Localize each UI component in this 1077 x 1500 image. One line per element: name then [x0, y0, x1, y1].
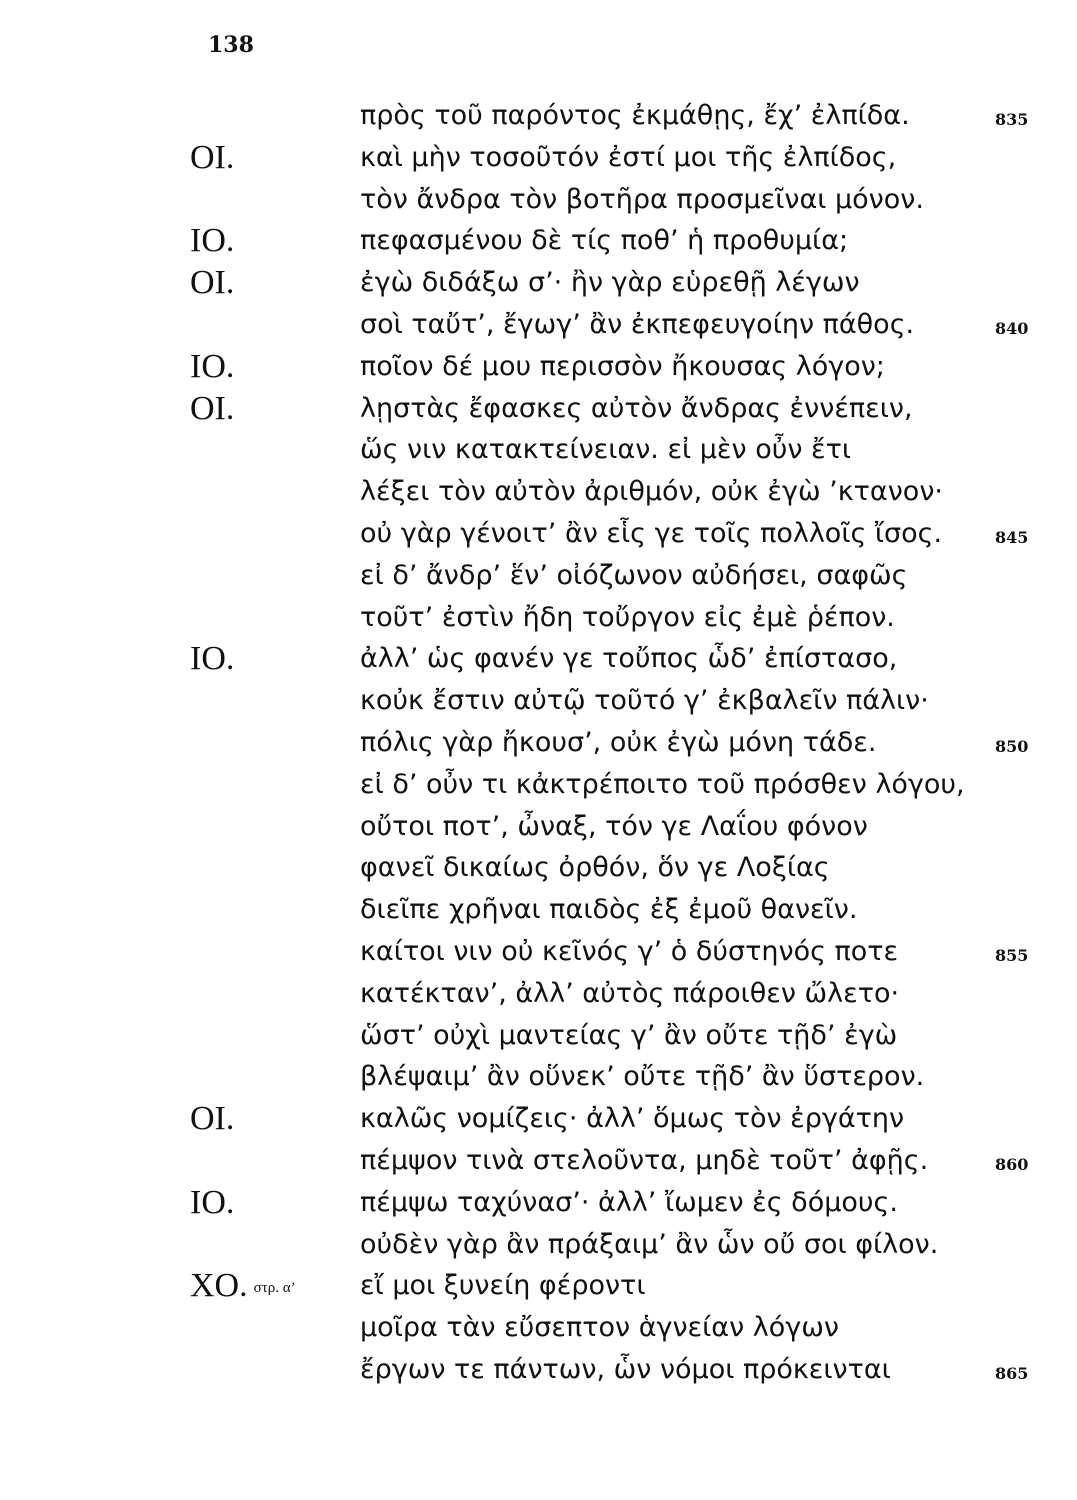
verse-line: [0, 680, 1077, 722]
speaker-name: ΧΟ.: [190, 1267, 248, 1305]
verse-line: [0, 1224, 1077, 1266]
verse-line: [0, 638, 1077, 680]
line-number: 845: [995, 527, 1029, 547]
verse-line: [0, 889, 1077, 931]
verse-line: [0, 597, 1077, 639]
line-number: 840: [995, 318, 1029, 338]
verse-line: [0, 973, 1077, 1015]
verse-line: [0, 137, 1077, 179]
verse-text: ὥς νιν κατακτείνειαν. εἰ μὲν οὖν ἔτι: [360, 434, 851, 466]
verse-text: οὔτοι ποτ’, ὦναξ, τόν γε Λαΐου φόνον: [360, 810, 868, 842]
verse-line: [0, 1307, 1077, 1349]
line-number: 835: [995, 110, 1029, 129]
verse-line: [0, 1140, 1077, 1182]
speaker-name: ΙΟ.: [190, 222, 235, 260]
verse-text: εἴ μοι ξυνείη φέροντι: [360, 1270, 646, 1302]
speaker-name: ΙΟ.: [190, 347, 235, 385]
verse-line: [0, 179, 1077, 221]
verse-text: σοὶ ταὔτ’, ἔγωγ’ ἂν ἐκπεφευγοίην πάθος.: [360, 308, 915, 340]
verse-line: [0, 1349, 1077, 1391]
verse-text: καὶ μὴν τοσοῦτόν ἐστί μοι τῆς ἐλπίδος,: [360, 141, 897, 173]
speaker-name: ΟΙ.: [190, 1100, 235, 1138]
line-number: 860: [995, 1154, 1029, 1174]
verse-text: οὐ γὰρ γένοιτ’ ἂν εἷς γε τοῖς πολλοῖς ἴσος.: [360, 517, 943, 549]
strophe-marker: στρ. α’: [253, 1279, 296, 1296]
speaker-label: [190, 137, 234, 179]
verse-line: [0, 95, 1077, 137]
verse-line: [0, 1056, 1077, 1098]
verse-line: [0, 513, 1077, 555]
verse-text: λέξει τὸν αὐτὸν ἀριθμόν, οὐκ ἐγὼ ’κτανον·: [360, 476, 943, 508]
verse-text: ἔργων τε πάντων, ὧν νόμοι πρόκεινται: [360, 1353, 891, 1385]
verse-text: ἀλλ’ ὡς φανέν γε τοὔπος ὧδ’ ἐπίστασο,: [360, 643, 898, 675]
speaker-name: ΙΟ.: [190, 640, 235, 678]
speaker-label: [190, 220, 234, 262]
speaker-label: [190, 1098, 234, 1140]
verse-text: ἐγὼ διδάξω σ’· ἢν γὰρ εὑρεθῇ λέγων: [360, 267, 860, 299]
speaker-label: [190, 638, 234, 680]
verse-line: [0, 931, 1077, 973]
verse-text: εἰ δ’ οὖν τι κἀκτρέποιτο τοῦ πρόσθεν λόγου,: [360, 768, 965, 800]
verse-line: [0, 346, 1077, 388]
speaker-name: ΙΟ.: [190, 1183, 235, 1221]
verse-text: τοῦτ’ ἐστὶν ἤδη τοὔργον εἰς ἐμὲ ῥέπον.: [360, 601, 895, 633]
verse-line: [0, 1182, 1077, 1224]
verse-text: ποῖον δέ μου περισσὸν ἤκουσας λόγον;: [360, 350, 885, 382]
verse-line: [0, 722, 1077, 764]
verse-text: πρὸς τοῦ παρόντος ἐκμάθῃς, ἔχ’ ἐλπίδα.: [360, 100, 910, 131]
speaker-label: [190, 1265, 296, 1309]
page-number: 138: [208, 32, 254, 58]
verse-text: πέμψον τινὰ στελοῦντα, μηδὲ τοῦτ’ ἀφῇς.: [360, 1144, 929, 1176]
verse-line: [0, 1015, 1077, 1057]
verse-text: πόλις γὰρ ἤκουσ’, οὐκ ἐγὼ μόνη τάδε.: [360, 726, 877, 758]
verse-lines: [0, 95, 1077, 1391]
verse-line: [0, 388, 1077, 430]
verse-text: οὐδὲν γὰρ ἂν πράξαιμ’ ἂν ὧν οὔ σοι φίλον.: [360, 1228, 939, 1260]
speaker-name: ΟΙ.: [190, 264, 235, 302]
speaker-label: [190, 1182, 234, 1224]
verse-text: μοῖρα τὰν εὔσεπτον ἁγνείαν λόγων: [360, 1312, 839, 1344]
verse-line: [0, 847, 1077, 889]
verse-text: φανεῖ δικαίως ὀρθόν, ὅν γε Λοξίας: [360, 852, 830, 884]
verse-text: πέμψω ταχύνασ’· ἀλλ’ ἴωμεν ἐς δόμους.: [360, 1186, 898, 1218]
verse-text: πεφασμένου δὲ τίς ποθ’ ἡ προθυμία;: [360, 225, 849, 257]
line-number: 855: [995, 945, 1029, 965]
verse-text: εἰ δ’ ἄνδρ’ ἕν’ οἰόζωνον αὐδήσει, σαφῶς: [360, 559, 908, 591]
line-number: 850: [995, 736, 1029, 756]
verse-text: τὸν ἄνδρα τὸν βοτῆρα προσμεῖναι μόνον.: [360, 183, 924, 215]
verse-line: [0, 1098, 1077, 1140]
verse-text: κοὐκ ἔστιν αὐτῷ τοῦτό γ’ ἐκβαλεῖν πάλιν·: [360, 685, 929, 717]
verse-line: [0, 1265, 1077, 1307]
speaker-name: ΟΙ.: [190, 389, 235, 427]
verse-line: [0, 555, 1077, 597]
verse-text: καλῶς νομίζεις· ἀλλ’ ὅμως τὸν ἐργάτην: [360, 1103, 905, 1135]
speaker-name: ΟΙ.: [190, 138, 235, 176]
verse-text: καίτοι νιν οὐ κεῖνός γ’ ὁ δύστηνός ποτε: [360, 935, 899, 967]
verse-line: [0, 304, 1077, 346]
speaker-label: [190, 346, 234, 388]
verse-line: [0, 806, 1077, 848]
verse-line: [0, 764, 1077, 806]
verse-text: ὥστ’ οὐχὶ μαντείας γ’ ἂν οὔτε τῇδ’ ἐγὼ: [360, 1019, 898, 1051]
verse-line: [0, 262, 1077, 304]
verse-text: βλέψαιμ’ ἂν οὕνεκ’ οὔτε τῇδ’ ἂν ὕστερον.: [360, 1061, 925, 1093]
verse-line: [0, 429, 1077, 471]
speaker-label: [190, 388, 234, 430]
verse-text: λῃστὰς ἔφασκες αὐτὸν ἄνδρας ἐννέπειν,: [360, 392, 913, 424]
line-number: 865: [995, 1363, 1029, 1383]
verse-line: [0, 471, 1077, 513]
verse-text: διεῖπε χρῆναι παιδὸς ἐξ ἐμοῦ θανεῖν.: [360, 894, 858, 926]
verse-text: κατέκταν’, ἀλλ’ αὐτὸς πάροιθεν ὤλετο·: [360, 977, 900, 1009]
speaker-label: [190, 262, 234, 304]
verse-line: [0, 220, 1077, 262]
